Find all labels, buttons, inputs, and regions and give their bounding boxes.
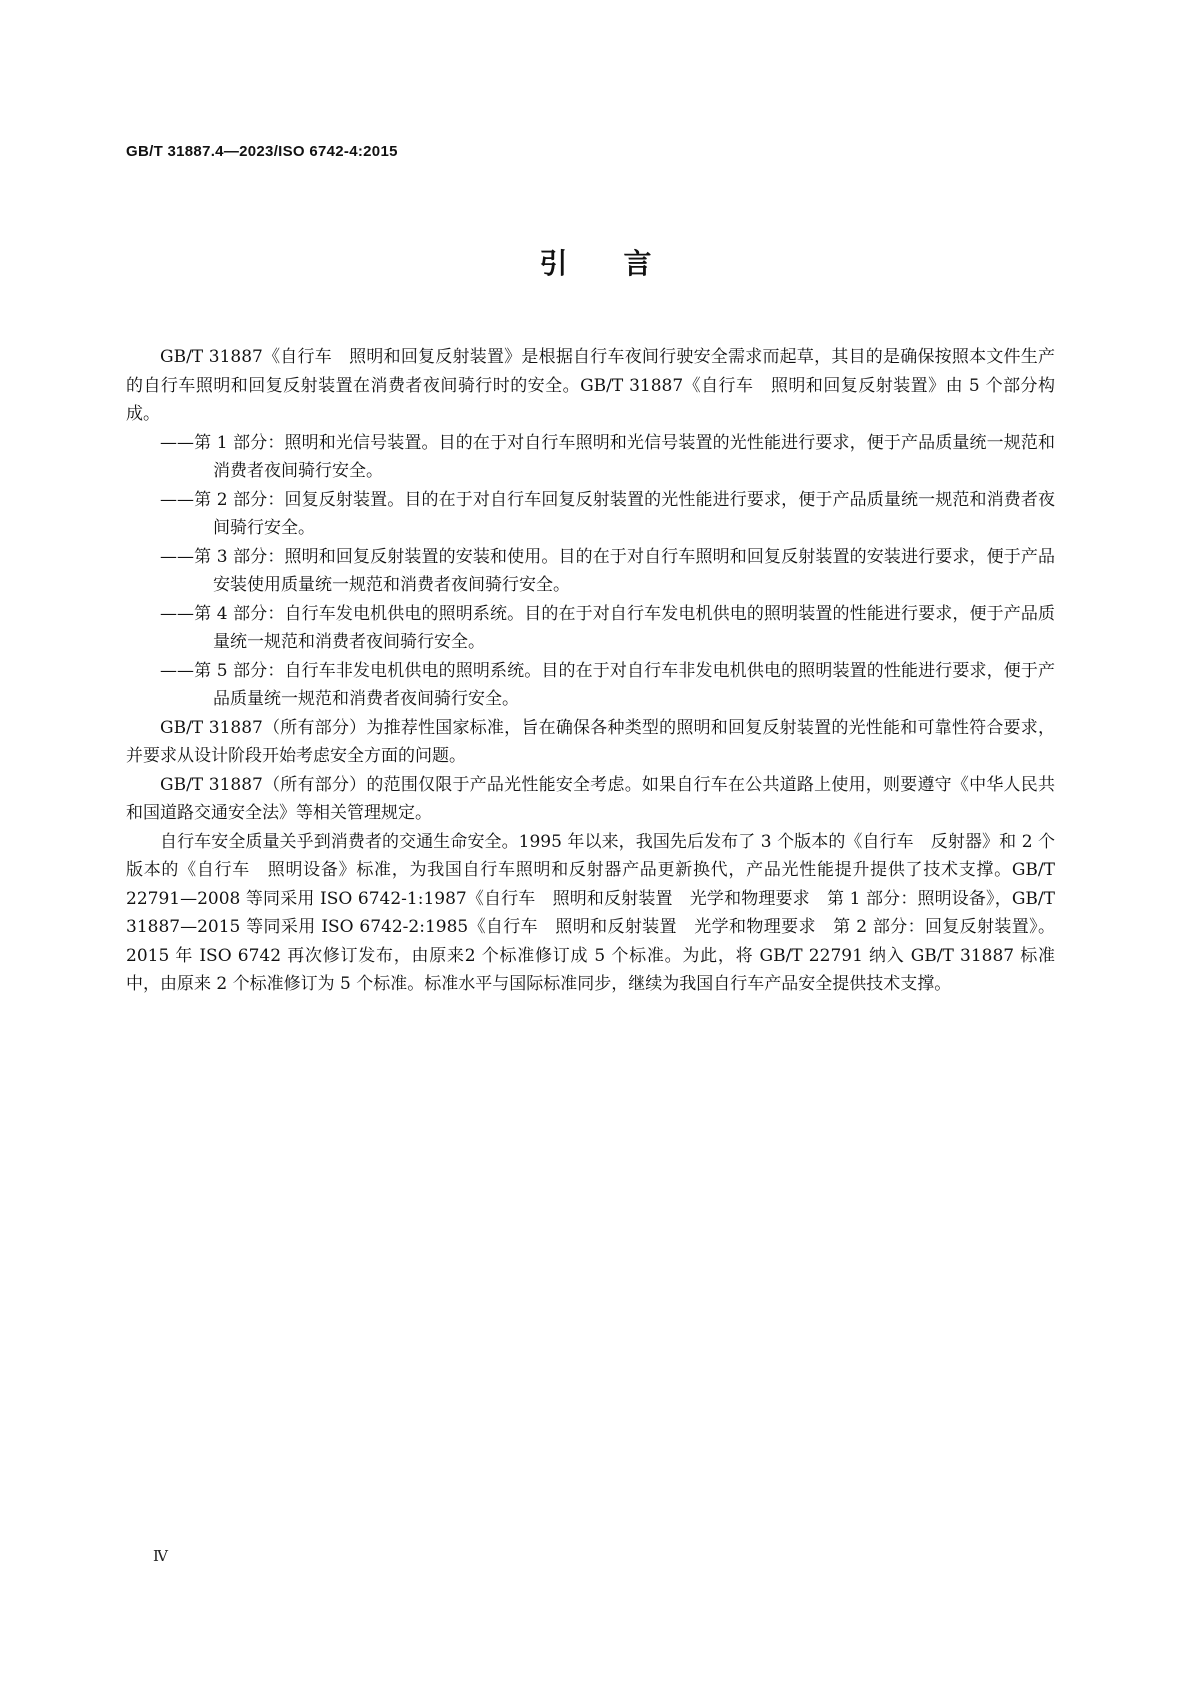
- part-list-item: ——第 2 部分：回复反射装置。目的在于对自行车回复反射装置的光性能进行要求，便于产品质量统一规范和消费者夜间骑行安全。: [160, 489, 1055, 538]
- part-list-item: ——第 1 部分：照明和光信号装置。目的在于对自行车照明和光信号装置的光性能进行要求，便于产品质量统一规范和消费者夜间骑行安全。: [160, 432, 1055, 481]
- page-number: Ⅳ: [153, 1547, 168, 1565]
- body-paragraph: GB/T 31887（所有部分）为推荐性国家标准，旨在确保各种类型的照明和回复反射装置的光性能和可靠性符合要求，并要求从设计阶段开始考虑安全方面的问题。: [126, 717, 1055, 766]
- intro-paragraph: GB/T 31887《自行车 照明和回复反射装置》是根据自行车夜间行驶安全需求而起草，其目的是确保按照本文件生产的自行车照明和回复反射装置在消费者夜间骑行时的安全。GB/T 31887《自行车 照明和回复反射装置》由 5 个部分构成。: [126, 347, 1055, 424]
- part-list-item: ——第 5 部分：自行车非发电机供电的照明系统。目的在于对自行车非发电机供电的照明装置的性能进行要求，便于产品质量统一规范和消费者夜间骑行安全。: [160, 660, 1055, 709]
- part-list-item: ——第 4 部分：自行车发电机供电的照明系统。目的在于对自行车发电机供电的照明装置的性能进行要求，便于产品质量统一规范和消费者夜间骑行安全。: [160, 603, 1055, 652]
- body-paragraph: 自行车安全质量关乎到消费者的交通生命安全。1995 年以来，我国先后发布了 3 个版本的《自行车 反射器》和 2 个版本的《自行车 照明设备》标准，为我国自行车照明和反射器产品更新换代，产品光性能提升提供了技术支撑。GB/T 22791—2008 等同采用 ISO 6742-1:1987《自行车 照明和反射装置 光学和物理要求 第 1 部分：照明设备》，GB/T 31887—2015 等同采用 ISO 6742-2:1985《自行车 照明和反射装置 光学和物理要求 第 2 部分：回复反射装置》。2015 年 ISO 6742 再次修订发布，由原来2 个标准修订成 5 个标准。为此，将 GB/T 22791 纳入 GB/T 31887 标准中，由原来 2 个标准修订为 5 个标准。标准水平与国际标准同步，继续为我国自行车产品安全提供技术支撑。: [126, 831, 1055, 994]
- part-list-item: ——第 3 部分：照明和回复反射装置的安装和使用。目的在于对自行车照明和回复反射装置的安装进行要求，便于产品安装使用质量统一规范和消费者夜间骑行安全。: [160, 546, 1055, 595]
- body-paragraph: GB/T 31887（所有部分）的范围仅限于产品光性能安全考虑。如果自行车在公共道路上使用，则要遵守《中华人民共和国道路交通安全法》等相关管理规定。: [126, 774, 1055, 823]
- page-title: 引言: [539, 247, 708, 280]
- document-body: [126, 343, 1055, 999]
- standard-code-header: GB/T 31887.4—2023/ISO 6742-4:2015: [126, 143, 398, 160]
